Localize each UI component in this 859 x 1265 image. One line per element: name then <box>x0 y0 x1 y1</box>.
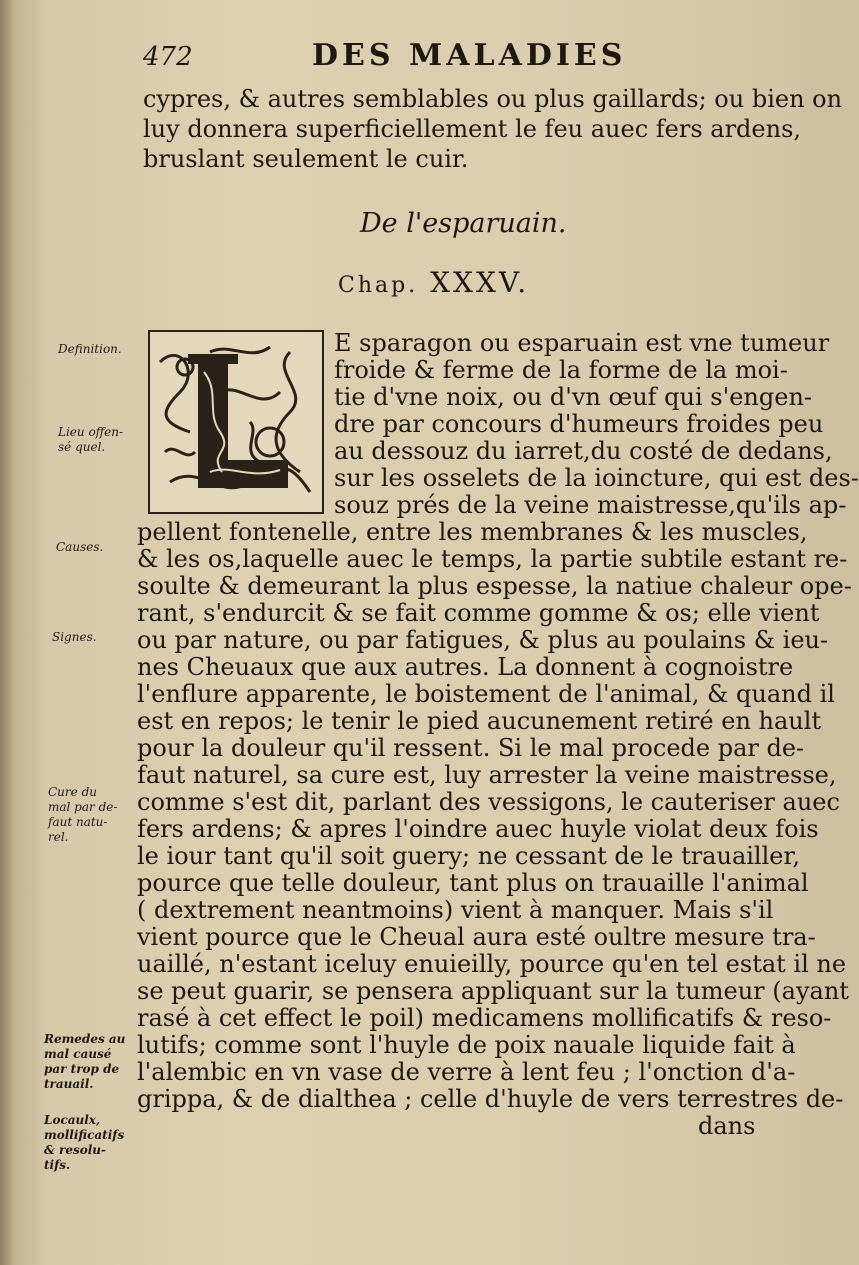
text-line: soulte & demeurant la plus espesse, la natiue chaleur ope- <box>137 572 852 600</box>
text-line: est en repos; le tenir le pied aucunement retiré en hault <box>137 707 822 735</box>
margin-note-lieu: Lieu offen- sé quel. <box>58 425 124 454</box>
text-line: le iour tant qu'il soit guery; ne cessant de le trauailler, <box>137 842 800 870</box>
section-title: De l'esparuain. <box>360 208 567 239</box>
chapter-number: XXXV. <box>430 266 530 299</box>
margin-note-causes: Causes. <box>56 540 104 554</box>
text-line: dre par concours d'humeurs froides peu <box>334 410 824 438</box>
text-line: pellent fontenelle, entre les membranes & les muscles, <box>137 518 808 546</box>
text-line: l'alembic en vn vase de verre à lent feu ; l'onction d'a- <box>137 1058 796 1086</box>
text-line: ( dextrement neantmoins) vient à manquer. Mais s'il <box>137 896 774 924</box>
text-line: rant, s'endurcit & se fait comme gomme & os; elle vient <box>137 599 820 627</box>
text-line: fers ardens; & apres l'oindre auec huyle violat deux fois <box>137 815 819 843</box>
text-line: cypres, & autres semblables ou plus gaillards; ou bien on <box>143 85 843 113</box>
text-line: & les os,laquelle auec le temps, la partie subtile estant re- <box>137 545 848 573</box>
chapter-word: Chap. <box>338 273 419 298</box>
text-line: luy donnera superficiellement le feu auec fers ardens, <box>143 115 802 143</box>
catchword: dans <box>698 1112 756 1140</box>
text-line: vient pource que le Cheual aura esté oultre mesure tra- <box>137 923 816 951</box>
page-number: 472 <box>143 42 193 72</box>
text-line: tie d'vne noix, ou d'vn œuf qui s'engen- <box>334 383 813 411</box>
text-line: sur les osselets de la ioincture, qui est des- <box>334 464 859 492</box>
margin-note-cure: Cure du mal par de- faut natu- rel. <box>48 785 118 844</box>
text-line: l'enflure apparente, le boistement de l'animal, & quand il <box>137 680 835 708</box>
page-header <box>0 38 800 78</box>
text-line: ou par nature, ou par fatigues, & plus au poulains & ieu- <box>137 626 829 654</box>
decorated-initial-icon <box>148 330 324 514</box>
running-title: DES MALADIES <box>312 38 627 73</box>
text-line: bruslant seulement le cuir. <box>143 145 469 173</box>
text-line: se peut guarir, se pensera appliquant sur la tumeur (ayant <box>137 977 849 1005</box>
text-line: lutifs; comme sont l'huyle de poix nauale liquide fait à <box>137 1031 796 1059</box>
text-line: au dessouz du iarret,du costé de dedans, <box>334 437 833 465</box>
margin-note-signes: Signes. <box>52 630 97 644</box>
text-line: E sparagon ou esparuain est vne tumeur <box>334 329 830 357</box>
chapter-heading <box>338 266 529 299</box>
margin-note-definition: Definition. <box>58 342 122 356</box>
text-line: pource que telle douleur, tant plus on trauaille l'animal <box>137 869 809 897</box>
text-line: nes Cheuaux que aux autres. La donnent à cognoistre <box>137 653 794 681</box>
text-line: uaillé, n'estant iceluy enuieilly, pource qu'en tel estat il ne <box>137 950 847 978</box>
text-line: rasé à cet effect le poil) medicamens mollificatifs & reso- <box>137 1004 832 1032</box>
margin-note-locaux: Locaulx, mollificatifs & resolu- tifs. <box>44 1113 125 1172</box>
text-line: comme s'est dit, parlant des vessigons, le cauteriser auec <box>137 788 840 816</box>
text-line: pour la douleur qu'il ressent. Si le mal procede par de- <box>137 734 805 762</box>
text-line: grippa, & de dialthea ; celle d'huyle de vers terrestres de- <box>137 1085 844 1113</box>
text-line: faut naturel, sa cure est, luy arrester la veine maistresse, <box>137 761 837 789</box>
margin-note-remedes: Remedes au mal causé par trop de trauail. <box>44 1032 126 1091</box>
text-line: souz prés de la veine maistresse,qu'ils ap- <box>334 491 847 519</box>
text-line: froide & ferme de la forme de la moi- <box>334 356 788 384</box>
